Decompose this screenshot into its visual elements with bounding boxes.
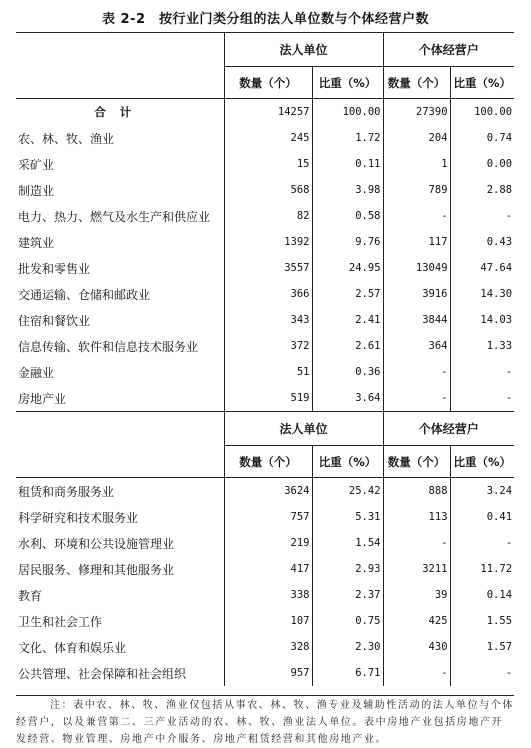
household-count: 117 — [383, 229, 450, 255]
household-count: 113 — [383, 504, 450, 530]
legal-unit-count: 957 — [224, 660, 312, 686]
household-share: 0.41 — [450, 504, 514, 530]
group-header-row-2 — [16, 412, 514, 446]
legal-unit-count: 568 — [224, 177, 312, 203]
table-title: 表 2-2 按行业门类分组的法人单位数与个体经营户数 — [101, 12, 429, 27]
sub-header-row-2 — [16, 446, 514, 478]
household-count: - — [383, 660, 450, 686]
legal-unit-share: 1.72 — [312, 125, 383, 151]
header-blank-cell — [16, 67, 224, 99]
sub-header-share: 比重（%） — [312, 446, 383, 478]
industry-name: 建筑业 — [18, 235, 55, 250]
industry-name: 制造业 — [18, 183, 55, 198]
industry-name: 居民服务、修理和其他服务业 — [18, 562, 175, 577]
household-share: 0.00 — [450, 151, 514, 177]
legal-unit-share: 9.76 — [312, 229, 383, 255]
sub-header-count: 数量（个） — [224, 67, 312, 99]
household-share: - — [450, 359, 514, 385]
total-b-count: 27390 — [383, 99, 450, 126]
header-blank-cell — [16, 33, 224, 67]
legal-unit-count: 366 — [224, 281, 312, 307]
table-row — [16, 660, 514, 686]
legal-unit-count: 3624 — [224, 478, 312, 505]
table-row — [16, 504, 514, 530]
legal-unit-share: 0.58 — [312, 203, 383, 229]
household-count: 888 — [383, 478, 450, 505]
household-count: 3211 — [383, 556, 450, 582]
legal-unit-share: 2.57 — [312, 281, 383, 307]
legal-unit-share: 2.37 — [312, 582, 383, 608]
legal-unit-share: 2.61 — [312, 333, 383, 359]
sub-header-count: 数量（个） — [383, 67, 450, 99]
sub-header-row-1 — [16, 67, 514, 99]
legal-unit-count: 107 — [224, 608, 312, 634]
household-count: 3844 — [383, 307, 450, 333]
household-count: 39 — [383, 582, 450, 608]
table-row — [16, 151, 514, 177]
total-row — [16, 99, 514, 126]
industry-name: 科学研究和技术服务业 — [18, 510, 139, 525]
household-share: 14.30 — [450, 281, 514, 307]
industry-name: 电力、热力、燃气及水生产和供应业 — [18, 209, 211, 224]
industry-name: 交通运输、仓储和邮政业 — [18, 287, 151, 302]
household-share: 1.55 — [450, 608, 514, 634]
table-row — [16, 281, 514, 307]
group-header-legal-units: 法人单位 — [224, 33, 383, 67]
legal-unit-count: 245 — [224, 125, 312, 151]
total-label: 合计 — [94, 105, 146, 119]
table-row — [16, 634, 514, 660]
industry-name: 批发和零售业 — [18, 261, 91, 276]
legal-unit-count: 519 — [224, 385, 312, 412]
table-row — [16, 385, 514, 412]
legal-unit-count: 15 — [224, 151, 312, 177]
legal-unit-count: 338 — [224, 582, 312, 608]
legal-unit-share: 25.42 — [312, 478, 383, 505]
household-share: - — [450, 203, 514, 229]
household-share: 1.33 — [450, 333, 514, 359]
household-share: - — [450, 660, 514, 686]
sub-header-share: 比重（%） — [450, 446, 514, 478]
household-count: 3916 — [383, 281, 450, 307]
industry-name: 信息传输、软件和信息技术服务业 — [18, 339, 199, 354]
household-share: 1.57 — [450, 634, 514, 660]
industry-name: 金融业 — [18, 365, 55, 380]
table-row — [16, 229, 514, 255]
industry-name: 公共管理、社会保障和社会组织 — [18, 666, 187, 681]
table-row — [16, 608, 514, 634]
industry-name: 房地产业 — [16, 385, 224, 412]
legal-unit-share: 6.71 — [312, 660, 383, 686]
table-row — [16, 177, 514, 203]
household-count: - — [383, 530, 450, 556]
legal-unit-count: 757 — [224, 504, 312, 530]
household-share: 14.03 — [450, 307, 514, 333]
household-share: 47.64 — [450, 255, 514, 281]
legal-unit-share: 2.93 — [312, 556, 383, 582]
legal-unit-share: 3.98 — [312, 177, 383, 203]
household-count: 13049 — [383, 255, 450, 281]
legal-unit-count: 328 — [224, 634, 312, 660]
table-row — [16, 530, 514, 556]
legal-unit-count: 219 — [224, 530, 312, 556]
total-a-share: 100.00 — [312, 99, 383, 126]
table-row — [16, 359, 514, 385]
household-count: 430 — [383, 634, 450, 660]
legal-unit-count: 82 — [224, 203, 312, 229]
household-count: 1 — [383, 151, 450, 177]
household-share: - — [450, 385, 514, 412]
legal-unit-share: 2.41 — [312, 307, 383, 333]
table-row — [16, 125, 514, 151]
sub-header-count: 数量（个） — [224, 446, 312, 478]
household-count: 364 — [383, 333, 450, 359]
sub-header-share: 比重（%） — [450, 67, 514, 99]
legal-unit-share: 2.30 — [312, 634, 383, 660]
legal-unit-count: 51 — [224, 359, 312, 385]
total-a-count: 14257 — [224, 99, 312, 126]
group-header-row-1 — [16, 33, 514, 67]
legal-unit-share: 3.64 — [312, 385, 383, 412]
industry-name: 文化、体育和娱乐业 — [18, 640, 127, 655]
industry-name: 租赁和商务服务业 — [18, 484, 115, 499]
legal-unit-count: 1392 — [224, 229, 312, 255]
header-blank-cell — [16, 446, 224, 478]
household-count: 789 — [383, 177, 450, 203]
legal-unit-count: 3557 — [224, 255, 312, 281]
industry-name: 水利、环境和公共设施管理业 — [18, 536, 175, 551]
legal-unit-count: 417 — [224, 556, 312, 582]
household-share: 2.88 — [450, 177, 514, 203]
table-note: 注：表中农、林、牧、渔业仅包括从事农、林、牧、渔专业及辅助性活动的法人单位与个体经营户，以及兼营第二、三产业活动的农、林、牧、渔业法人单位。表中房地产业包括房地产开发经营、物业管理、房地产中介服务、房地产租赁经营和其他房地产业。 — [16, 695, 514, 748]
table-row — [16, 582, 514, 608]
legal-unit-share: 0.36 — [312, 359, 383, 385]
industry-name: 住宿和餐饮业 — [18, 313, 91, 328]
household-share: 3.24 — [450, 478, 514, 505]
legal-unit-share: 5.31 — [312, 504, 383, 530]
group-header-individual-households: 个体经营户 — [383, 412, 514, 446]
legal-unit-share: 1.54 — [312, 530, 383, 556]
household-share: 0.74 — [450, 125, 514, 151]
total-b-share: 100.00 — [450, 99, 514, 126]
legal-unit-share: 0.75 — [312, 608, 383, 634]
table-row — [16, 255, 514, 281]
industry-name: 教育 — [18, 588, 43, 603]
sub-header-share: 比重（%） — [312, 67, 383, 99]
industry-table — [16, 32, 514, 686]
household-share: 0.14 — [450, 582, 514, 608]
header-blank-cell — [16, 412, 224, 446]
sub-header-count: 数量（个） — [383, 446, 450, 478]
household-share: 11.72 — [450, 556, 514, 582]
table-row — [16, 333, 514, 359]
household-count: - — [383, 359, 450, 385]
household-count: 425 — [383, 608, 450, 634]
industry-name: 农、林、牧、渔业 — [18, 131, 115, 146]
legal-unit-share: 0.11 — [312, 151, 383, 177]
household-share: 0.43 — [450, 229, 514, 255]
legal-unit-share: 24.95 — [312, 255, 383, 281]
legal-unit-count: 343 — [224, 307, 312, 333]
household-share: - — [450, 530, 514, 556]
household-count: - — [383, 203, 450, 229]
household-count: 204 — [383, 125, 450, 151]
group-header-legal-units: 法人单位 — [224, 412, 383, 446]
table-row — [16, 478, 514, 505]
household-count: - — [383, 385, 450, 412]
legal-unit-count: 372 — [224, 333, 312, 359]
industry-name: 采矿业 — [18, 157, 55, 172]
group-header-individual-households: 个体经营户 — [383, 33, 514, 67]
table-row — [16, 556, 514, 582]
table-row — [16, 307, 514, 333]
industry-name: 卫生和社会工作 — [18, 614, 103, 629]
table-row — [16, 203, 514, 229]
